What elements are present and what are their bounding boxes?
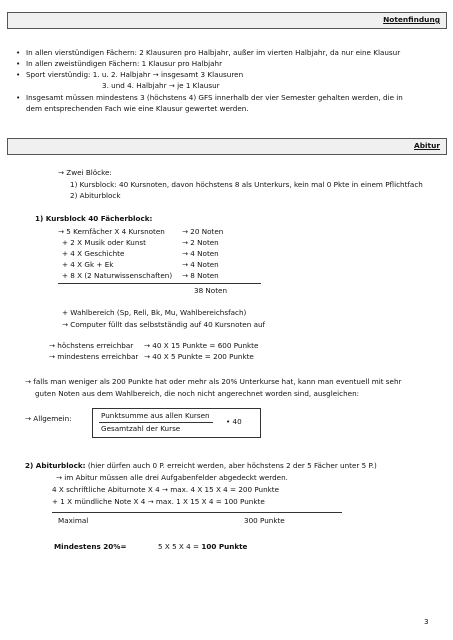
bullet-item: • In allen vierstündigen Fächern: 2 Klausuren pro Halbjahr, außer im vierten Halbjahr, da nur eine Klausur <box>26 48 400 58</box>
section-header-notenfindung <box>7 12 447 29</box>
bullet-item: • Sport vierstündig: 1. u. 2. Halbjahr → insgesamt 3 Klausuren <box>26 70 243 80</box>
bullet-item: • Insgesamt müssen mindestens 3 (höchstens 4) GFS innerhalb der vier Semester gehalten werden, die in <box>26 93 403 103</box>
sum-line <box>58 283 261 284</box>
course-row-right: → 4 Noten <box>182 260 219 269</box>
page-number: 3 <box>424 617 429 626</box>
sum-total: 38 Noten <box>194 286 228 295</box>
max-value: 300 Punkte <box>244 516 285 525</box>
formula-box <box>92 408 261 438</box>
text-line: → 40 X 5 Punkte = 200 Punkte <box>144 352 254 361</box>
text-line: → im Abitur müssen alle drei Aufgabenfelder abgedeckt werden. <box>56 473 288 482</box>
course-row-left: + 4 X Geschichte <box>62 249 125 258</box>
max-label: Maximal <box>58 516 89 525</box>
course-row-right: → 2 Noten <box>182 238 219 247</box>
fraction-bar <box>99 422 213 423</box>
abiturblock-title-main: 2) Abiturblock: <box>25 461 86 470</box>
min-expression: 5 X 5 X 4 = <box>158 542 202 551</box>
text-line: + 1 X mündliche Note X 4 → max. 1 X 15 X 4 = 100 Punkte <box>52 497 265 506</box>
abiturblock-title <box>25 461 377 471</box>
text-line: 3. und 4. Halbjahr → je 1 Klausur <box>102 81 220 90</box>
formula-factor: • 40 <box>226 417 242 426</box>
text-line: → Computer füllt das selbstständig auf 40 Kursnoten auf <box>62 320 266 329</box>
course-row-left: + 8 X (2 Naturwissenschaften) <box>62 271 173 280</box>
min-formula <box>158 542 247 552</box>
min-label: Mindestens 20%= <box>54 542 127 551</box>
text-line: guten Noten aus dem Wahlbereich, die noch nicht angerechnet worden sind, ausgleichen: <box>35 389 360 398</box>
course-row-right: → 4 Noten <box>182 249 219 258</box>
formula-denominator: Gesamtzahl der Kurse <box>101 424 181 433</box>
text-line: 2) Abiturblock <box>70 191 121 200</box>
allgemein-label: → Allgemein: <box>25 414 72 423</box>
course-row-right: → 8 Noten <box>182 271 219 280</box>
section-header-abitur <box>7 138 447 155</box>
text-line: → falls man weniger als 200 Punkte hat oder mehr als 20% Unterkurse hat, kann man eventuell mit sehr <box>25 377 402 386</box>
text-line: → Zwei Blöcke: <box>58 168 112 177</box>
course-row-left: + 4 X Gk + Ek <box>62 260 114 269</box>
bullet-item: • In allen zweistündigen Fächern: 1 Klausur pro Halbjahr <box>26 59 222 69</box>
text-line: → 40 X 15 Punkte = 600 Punkte <box>144 341 259 350</box>
course-row-left: + 2 X Musik oder Kunst <box>62 238 146 247</box>
text-line: 1) Kursblock: 40 Kursnoten, davon höchstens 8 als Unterkurs, kein mal 0 Pkte in einem Pflichtfach <box>70 180 423 189</box>
text-line: → höchstens erreichbar <box>49 341 134 350</box>
section-title: Abitur <box>414 141 440 150</box>
text-line: dem entsprechenden Fach wie eine Klausur gewertet werden. <box>26 104 249 113</box>
formula-numerator: Punktsumme aus allen Kursen <box>101 411 210 420</box>
subsection-title: 1) Kursblock 40 Fächerblock: <box>35 214 153 223</box>
section-title: Notenfindung <box>383 15 440 24</box>
sum-line <box>52 512 342 513</box>
text-line: + Wahlbereich (Sp, Reli, Bk, Mu, Wahlbereichsfach) <box>62 308 247 317</box>
abiturblock-title-rest: (hier dürfen auch 0 P. erreicht werden, aber höchstens 2 der 5 Fächer unter 5 P.) <box>87 461 377 470</box>
course-row-left: → 5 Kernfächer X 4 Kursnoten <box>58 227 165 236</box>
text-line: → mindestens erreichbar <box>49 352 139 361</box>
min-result: 100 Punkte <box>201 542 248 551</box>
course-row-right: → 20 Noten <box>182 227 224 236</box>
text-line: 4 X schriftliche Abiturnote X 4 → max. 4 X 15 X 4 = 200 Punkte <box>52 485 280 494</box>
